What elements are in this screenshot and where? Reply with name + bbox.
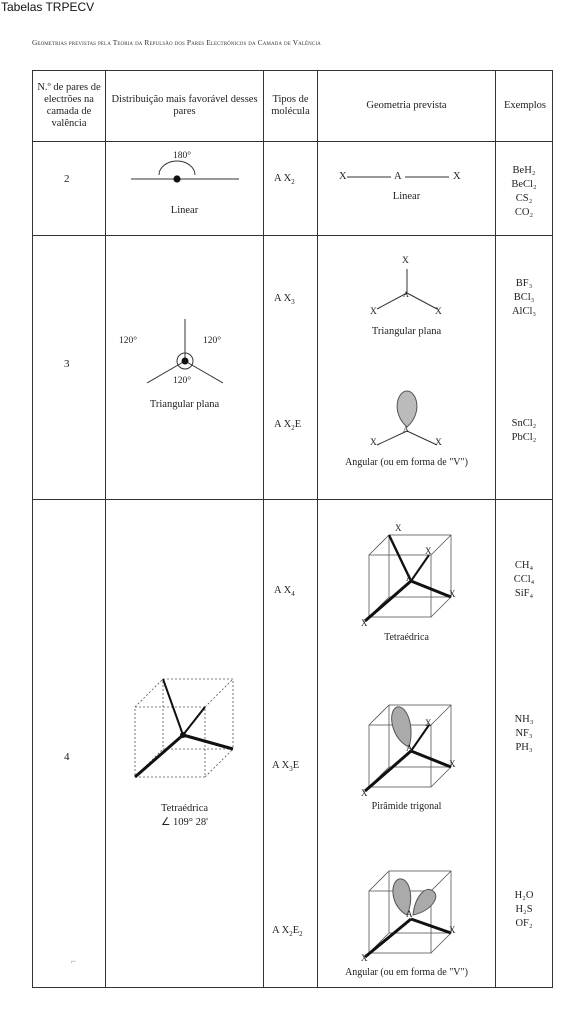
molecule-type: A $X_2$ xyxy=(274,173,295,187)
examples-list: H₂O H₂S OF₂ xyxy=(514,890,534,929)
vsepr-table xyxy=(32,70,553,988)
ligand-atom: X xyxy=(449,759,456,769)
molecule-type: A $X_4$ xyxy=(274,585,295,599)
ligand-atom: X xyxy=(435,438,442,448)
angle-label: 120° xyxy=(203,336,222,346)
ligand-atom: X xyxy=(449,589,456,599)
header-types: Tipos de molécula xyxy=(271,94,310,117)
ligand-atom: X xyxy=(361,788,368,798)
geometry-label: Angular (ou em forma de "V") xyxy=(345,967,468,978)
table-caption: Geometrias previstas pela Teoria da Repulsão dos Pares Electrónicos da Camada de Valência xyxy=(32,38,321,47)
molecule-type: A $X_2E$ xyxy=(274,419,302,433)
examples-list: BF₃ BCl₃ AlCl₃ xyxy=(511,278,537,317)
molecule-type: A $X_3$ xyxy=(274,293,295,307)
examples-list: SnCl₂ PbCl₂ xyxy=(511,418,537,443)
examples-list: NH₃ NF₃ PH₃ xyxy=(514,714,534,753)
ligand-atom: X xyxy=(425,546,432,556)
page-label: Tabelas TRPECV xyxy=(1,0,95,14)
pairs-count: 3 xyxy=(64,358,70,370)
header-examples: Exemplos xyxy=(504,100,546,111)
header-geometry: Geometria prevista xyxy=(366,100,447,111)
ligand-atom: X xyxy=(453,171,461,182)
ligand-atom: X xyxy=(361,953,368,963)
geometry-label: Tetraédrica xyxy=(384,632,429,643)
distribution-label: Tetraédrica xyxy=(160,803,209,814)
molecule-type: A $X_3E$ xyxy=(272,760,300,774)
angle-label: 180° xyxy=(173,151,192,161)
header-distribution: Distribuição mais favorável desses pares xyxy=(111,94,258,117)
ligand-atom: X xyxy=(370,438,377,448)
ligand-atom: X xyxy=(339,171,347,182)
angle-label: 120° xyxy=(173,376,192,386)
ligand-atom: X xyxy=(402,256,409,266)
column-divider xyxy=(263,71,264,987)
central-atom: A xyxy=(406,573,413,583)
examples-list: CH₄ CCl₄ SiF₄ xyxy=(513,560,535,599)
ligand-atom: X xyxy=(361,618,368,628)
molecule-type: A $X_2E_2$ xyxy=(272,925,303,939)
central-atom: A xyxy=(394,171,402,182)
ligand-atom: X xyxy=(449,925,456,935)
ligand-atom: X xyxy=(370,307,377,317)
column-divider xyxy=(317,71,318,987)
ligand-atom: X xyxy=(435,307,442,317)
geometry-label: Angular (ou em forma de "V") xyxy=(345,457,468,468)
pairs-count: 4 xyxy=(64,751,70,763)
ligand-atom: X xyxy=(395,523,402,533)
tetrahedral-distribution-diagram xyxy=(127,671,247,791)
distribution-label: Triangular plana xyxy=(149,399,220,410)
row-divider xyxy=(33,235,552,236)
central-atom: A xyxy=(406,743,413,753)
central-atom: A xyxy=(406,909,413,919)
central-atom: A xyxy=(403,290,409,299)
geometry-label: Triangular plana xyxy=(371,326,442,337)
central-atom: A xyxy=(403,425,409,434)
geometry-label: Linear xyxy=(392,191,421,202)
distribution-label: Linear xyxy=(170,205,199,216)
tetrahedral-angle: ∠ 109° 28' xyxy=(160,817,208,828)
ligand-atom: X xyxy=(425,718,432,728)
row-divider xyxy=(33,499,552,500)
geometry-label: Pirâmide trigonal xyxy=(371,801,442,812)
scan-mark: ⌐ xyxy=(71,956,77,966)
header-pairs: N.º de pares de electrões na camada de valência xyxy=(37,82,101,129)
examples-list: BeH₂ BeCl₂ CS₂ CO₂ xyxy=(511,165,537,218)
angle-label: 120° xyxy=(119,336,138,346)
trigonal-distribution-diagram xyxy=(133,313,243,413)
row-divider xyxy=(33,141,552,142)
pairs-count: 2 xyxy=(64,173,70,185)
